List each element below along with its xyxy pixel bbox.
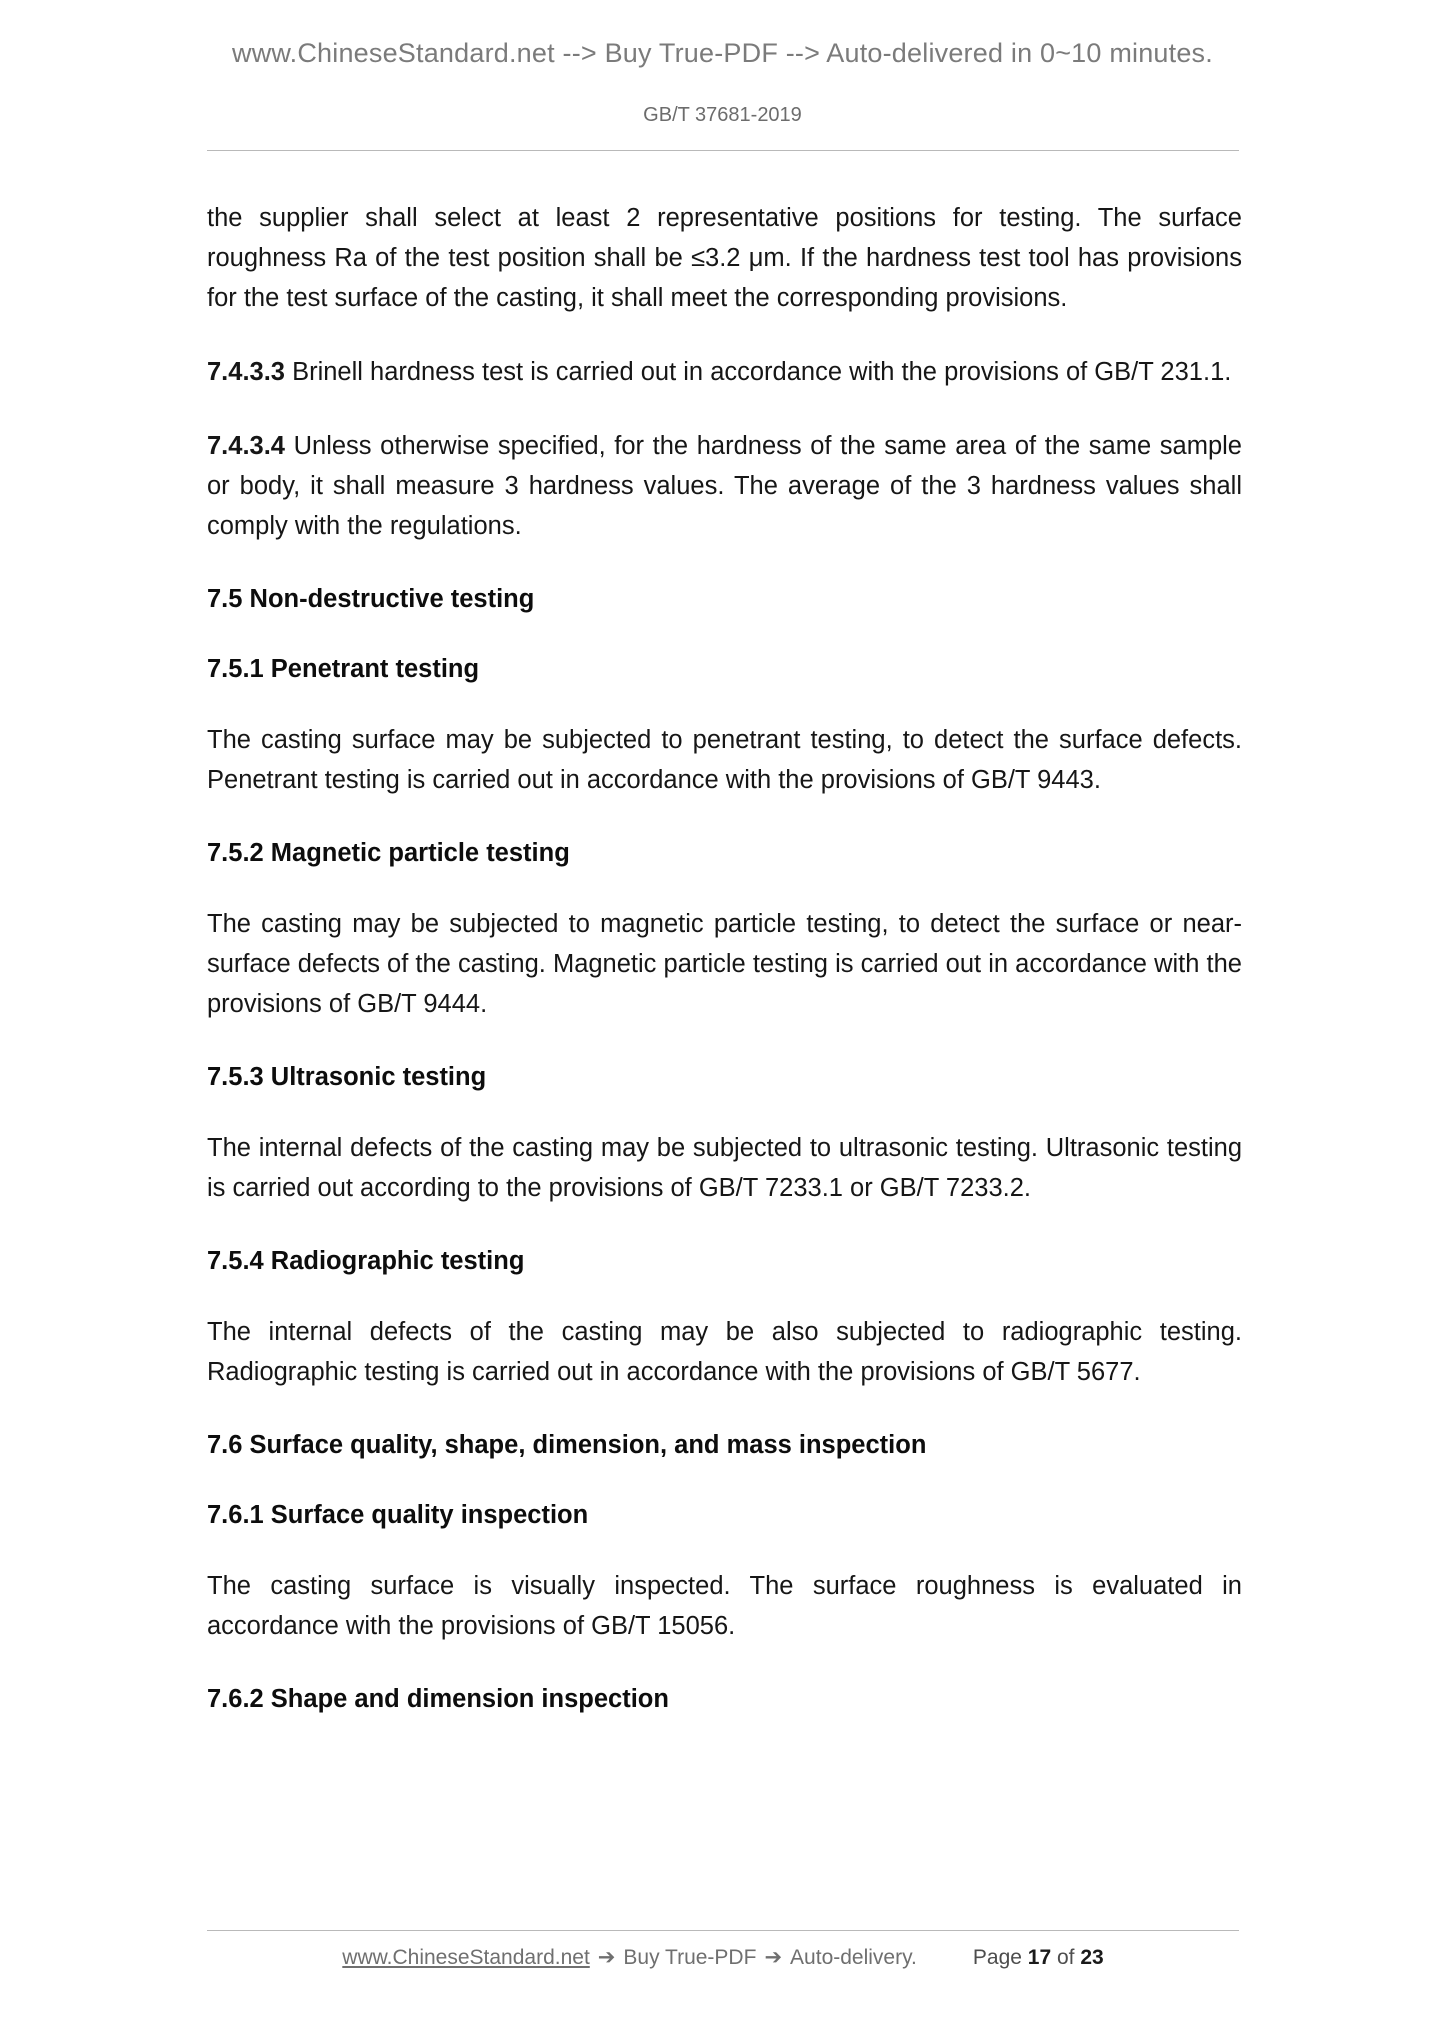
- clause-number: 7.4.3.3: [207, 358, 285, 386]
- heading-7-6-2: 7.6.2 Shape and dimension inspection: [207, 1685, 669, 1713]
- document-body: [207, 198, 1242, 1750]
- page-footer: [207, 1930, 1239, 1970]
- arrow-right-icon-2: ➔: [764, 1945, 783, 1969]
- paragraph-7-5-2: The casting may be subjected to magnetic particle testing, to detect the surface or near-surface defects of the casting. Magnetic particle testing is carried out in accordance with the provisions of GB/T 9444.: [207, 910, 1242, 1018]
- paragraph-text: the supplier shall select at least 2 representative positions for testing. The surface roughness Ra of the test position shall be ≤3.2 μm. If the hardness test tool has provisions for the test surface of the casting, it shall meet the corresponding provisions.: [207, 204, 1242, 312]
- of-label: of: [1056, 1946, 1075, 1969]
- clause-7-4-3-4: [207, 426, 1242, 546]
- heading-7-5-4: 7.5.4 Radiographic testing: [207, 1247, 525, 1275]
- promo-banner: www.ChineseStandard.net --> Buy True-PDF --> Auto-delivered in 0~10 minutes.: [232, 38, 1213, 68]
- page-total: 23: [1080, 1946, 1104, 1969]
- arrow-right-icon: ➔: [597, 1945, 616, 1969]
- heading-7-5-2: 7.5.2 Magnetic particle testing: [207, 839, 570, 867]
- footer-site-link[interactable]: www.ChineseStandard.net: [342, 1946, 590, 1969]
- heading-7-5-1: 7.5.1 Penetrant testing: [207, 655, 480, 683]
- page-number: 17: [1027, 1946, 1052, 1969]
- page-label: Page: [972, 1946, 1022, 1969]
- standard-number: GB/T 37681-2019: [643, 104, 802, 126]
- paragraph-7-5-1: The casting surface may be subjected to penetrant testing, to detect the surface defects. Penetrant testing is carried out in accordance with the provisions of GB/T 9443.: [207, 726, 1242, 794]
- heading-7-5-3: 7.5.3 Ultrasonic testing: [207, 1063, 487, 1091]
- paragraph-7-5-3: The internal defects of the casting may be subjected to ultrasonic testing. Ultrasonic testing is carried out according to the provisions of GB/T 7233.1 or GB/T 7233.2.: [207, 1134, 1242, 1202]
- paragraph-7-5-4: The internal defects of the casting may be also subjected to radiographic testing. Radiographic testing is carried out in accordance with the provisions of GB/T 5677.: [207, 1318, 1242, 1386]
- footer-delivery-label: Auto-delivery.: [790, 1946, 917, 1969]
- clause-number: 7.4.3.4: [207, 432, 285, 460]
- heading-7-5: 7.5 Non-destructive testing: [207, 585, 535, 613]
- paragraph-text: Brinell hardness test is carried out in accordance with the provisions of GB/T 231.1.: [292, 358, 1232, 386]
- clause-7-4-3-3: [207, 352, 1242, 392]
- heading-7-6-1: 7.6.1 Surface quality inspection: [207, 1501, 589, 1529]
- paragraph-7-6-1: The casting surface is visually inspected. The surface roughness is evaluated in accordance with the provisions of GB/T 15056.: [207, 1572, 1242, 1640]
- paragraph-text: Unless otherwise specified, for the hardness of the same area of the same sample or body, it shall measure 3 hardness values. The average of the 3 hardness values shall comply with the regulations.: [207, 432, 1242, 540]
- header-divider: [207, 150, 1239, 151]
- page-indicator: [973, 1946, 1104, 1970]
- footer-buy-label: Buy True-PDF: [623, 1946, 757, 1969]
- paragraph-intro: [207, 198, 1242, 318]
- heading-7-6: 7.6 Surface quality, shape, dimension, and mass inspection: [207, 1431, 927, 1459]
